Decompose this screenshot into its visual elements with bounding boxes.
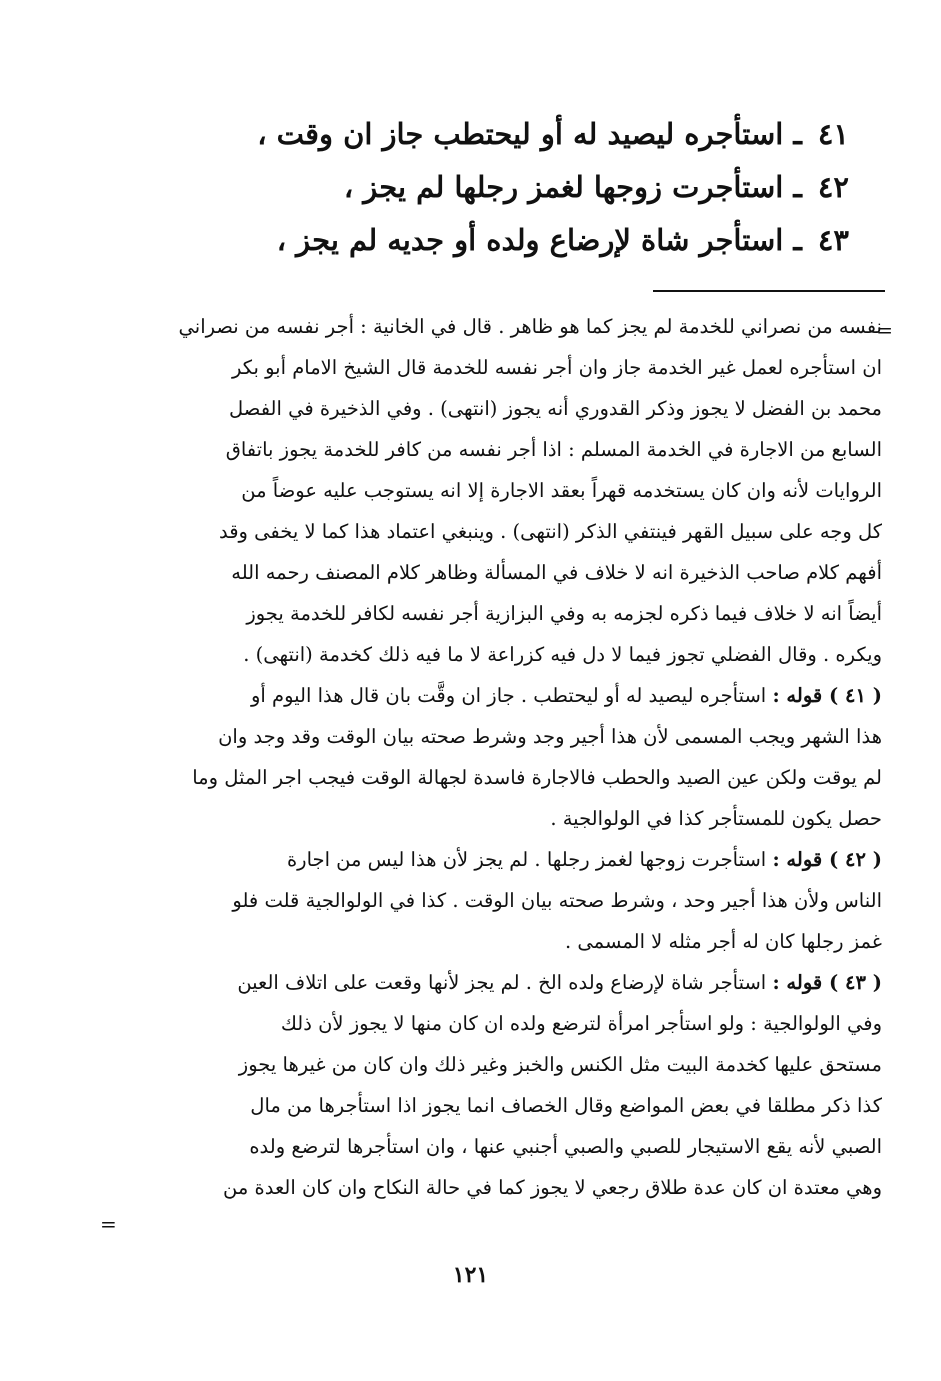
note-line: وهي معتدة ان كان عدة طلاق رجعي لا يجوز كما في حالة النكاح وان كان العدة من: [223, 1176, 882, 1199]
note-line: السابع من الاجارة في الخدمة المسلم : اذا أجر نفسه من كافر للخدمة يجوز باتفاق: [225, 438, 882, 461]
main-item: [149, 214, 849, 267]
note-line: الصبي لأنه يقع الاستيجار للصبي والصبي أجنبي عنها ، وان استأجرها لترضع ولده: [249, 1135, 882, 1158]
note-line: محمد بن الفضل لا يجوز وذكر القدوري أنه يجوز (انتهى) . وفي الذخيرة في الفصل: [229, 397, 882, 420]
item-dash: ـ: [793, 223, 802, 257]
note-line: كل وجه على سبيل القهر فينتفي الذكر (انتهى) . وينبغي اعتماد هذا كما لا يخفى وقد: [218, 520, 882, 543]
note-line: أفهم كلام صاحب الذخيرة انه لا خلاف في المسألة وظاهر كلام المصنف رحمه الله: [231, 561, 882, 584]
main-item: [149, 161, 849, 214]
note-line: وفي الولوالجية : ولو استأجر امرأة لترضع ولده ان كان منها لا يجوز لأن ذلك: [280, 1012, 882, 1035]
note-text: استأجره ليصيد له أو ليحتطب . جاز ان وقَّت بان قال هذا اليوم أو: [250, 684, 767, 707]
item-number: ٤١: [817, 117, 849, 151]
item-text: استأجر شاة لإرضاع ولده أو جديه لم يجز ،: [276, 223, 784, 257]
note-line: غمز رجلها كان له أجر مثله لا المسمى .: [565, 930, 882, 953]
note-line: حصل يكون للمستأجر كذا في الولوالجية .: [550, 807, 882, 830]
note-line: ان استأجره لعمل غير الخدمة جاز وان أجر نفسه للخدمة قال الشيخ الامام أبو بكر: [231, 356, 882, 379]
item-dash: ـ: [793, 170, 802, 204]
note-line: لم يوقت ولكن عين الصيد والحطب فالاجارة فاسدة لجهالة الوقت فيجب اجر المثل وما: [192, 766, 882, 789]
note-label: ( ٤٣ ) قوله :: [772, 971, 882, 994]
note-line: مستحق عليها كخدمة البيت مثل الكنس والخبز وغير ذلك وان كان من غيرها يجوز: [238, 1053, 882, 1076]
item-number: ٤٣: [817, 223, 849, 257]
note-line: [120, 675, 882, 716]
page-number: ١٢١: [452, 1262, 489, 1288]
note-line: [120, 962, 882, 1003]
note-text: استأجرت زوجها لغمز رجلها . لم يجز لأن هذا ليس من اجارة: [286, 848, 767, 871]
commentary: [120, 306, 882, 1208]
note-label: ( ٤١ ) قوله :: [772, 684, 882, 707]
item-text: استأجره ليصيد له أو ليحتطب جاز ان وقت ،: [257, 117, 784, 151]
note-line: نفسه من نصراني للخدمة لم يجز كما هو ظاهر . قال في الخانية : أجر نفسه من نصراني: [178, 315, 882, 338]
main-item: [149, 108, 849, 161]
main-text: [149, 108, 849, 267]
footnote-separator: [653, 290, 885, 292]
note-line: هذا الشهر ويجب المسمى لأن هذا أجير وجد وشرط صحته بيان الوقت وقد وجد وان: [218, 725, 882, 748]
item-text: استأجرت زوجها لغمز رجلها لم يجز ،: [343, 170, 784, 204]
note-line: كذا ذكر مطلقا في بعض المواضع وقال الخصاف انما يجوز اذا استأجرها من مال: [250, 1094, 882, 1117]
note-line: الروايات لأنه وان كان يستخدمه قهراً بعقد الاجارة إلا انه يستوجب عليه عوضاً من: [241, 479, 882, 502]
note-text: استأجر شاة لإرضاع ولده الخ . لم يجز لأنها وقعت على اتلاف العين: [237, 971, 767, 994]
item-dash: ـ: [793, 117, 802, 151]
item-number: ٤٢: [817, 170, 849, 204]
note-line: أيضاً انه لا خلاف فيما ذكره لجزمه به وفي البزازية أجر نفسه لكافر للخدمة يجوز: [246, 602, 882, 625]
note-line: الناس ولأن هذا أجير وحد ، وشرط صحته بيان الوقت . كذا في الولوالجية قلت فلو: [232, 889, 882, 912]
note-label: ( ٤٢ ) قوله :: [772, 848, 882, 871]
continuation-mark-top: =: [876, 318, 893, 342]
continuation-mark-bottom: =: [100, 1212, 117, 1236]
note-line: [120, 839, 882, 880]
note-line: ويكره . وقال الفضلي تجوز فيما لا دل فيه كزراعة لا ما فيه ذلك كخدمة (انتهى) .: [243, 643, 882, 666]
